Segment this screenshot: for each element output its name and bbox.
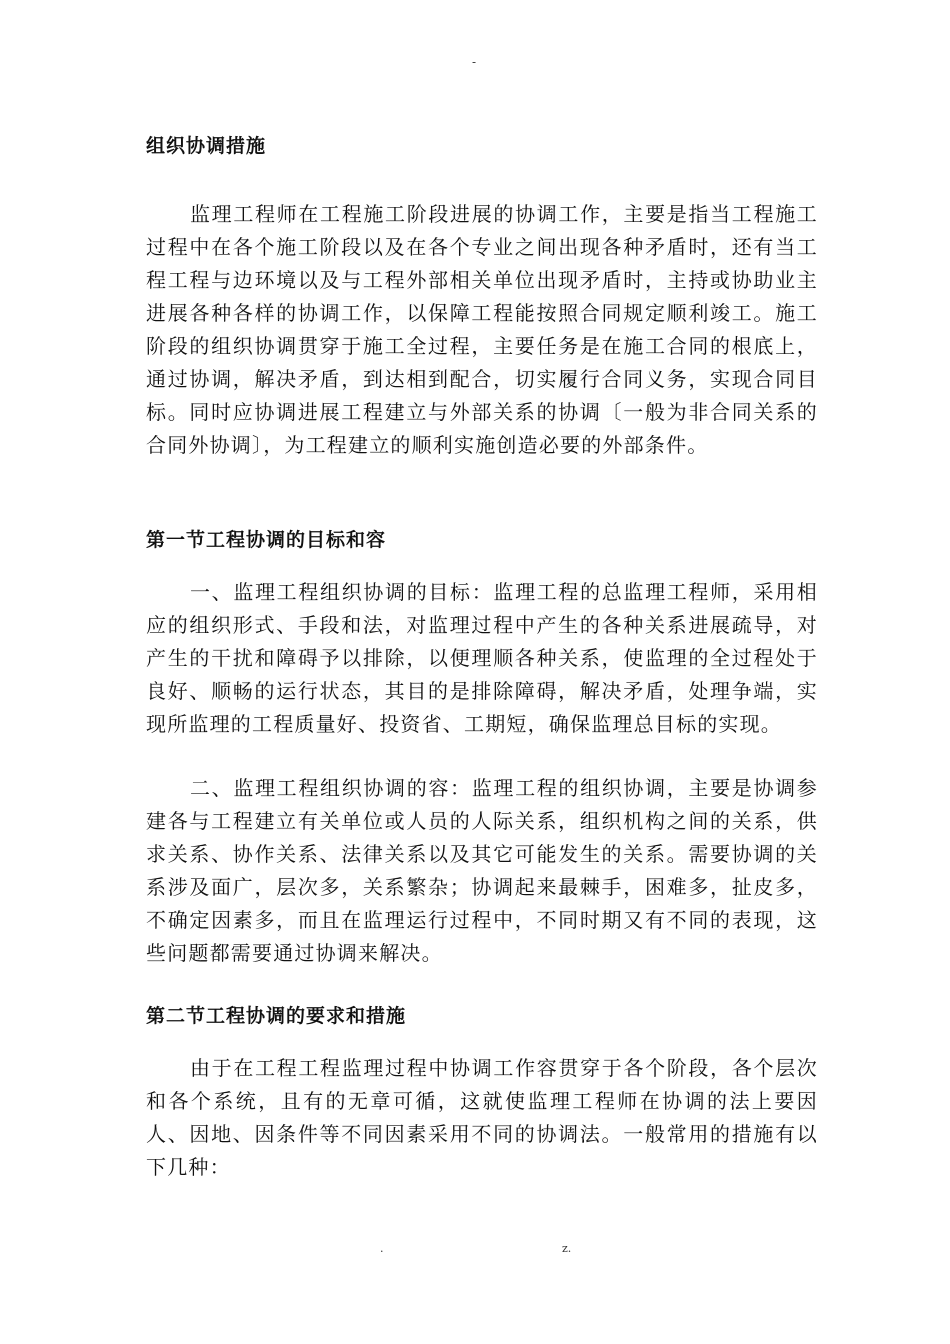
section1-paragraph-goals: 一、监理工程组织协调的目标：监理工程的总监理工程师，采用相应的组织形式、手段和法，对监理过程中产生的各种关系进展疏导，对产生的干扰和障碍予以排除，以便理顺各种关系，使监理的全过程处于良好、顺畅的运行状态，其目的是排除障碍，解决矛盾，处理争端，实现所监理的工程质量好、投资省、工期短，确保监理总目标的实现。: [146, 580, 818, 736]
footer-left-mark: .: [380, 1242, 384, 1255]
section1-title: 第一节工程协调的目标和容: [146, 529, 387, 551]
intro-paragraph: 监理工程师在工程施工阶段进展的协调工作，主要是指当工程施工过程中在各个施工阶段以及在各个专业之间出现各种矛盾时，还有当工程工程与边环境以及与工程外部相关单位出现矛盾时，主持或协助业主进展各种各样的协调工作，以保障工程能按照合同规定顺利竣工。施工阶段的组织协调贯穿于施工全过程，主要任务是在施工合同的根底上，通过协调，解决矛盾，到达相到配合，切实履行合同义务，实现合同目标。同时应协调进展工程建立与外部关系的协调〔一般为非合同关系的合同外协调〕，为工程建立的顺利实施创造必要的外部条件。: [146, 202, 818, 457]
section2-title: 第二节工程协调的要求和措施: [146, 1005, 407, 1027]
section2-paragraph-measures: 由于在工程工程监理过程中协调工作容贯穿于各个阶段，各个层次和各个系统，且有的无章可循，这就使监理工程师在协调的法上要因人、因地、因条件等不同因素采用不同的协调法。一般常用的措施有以下几种：: [146, 1056, 818, 1179]
main-title: 组织协调措施: [146, 135, 267, 157]
footer-right-mark: z.: [562, 1242, 572, 1255]
section1-paragraph-contents: 二、监理工程组织协调的容：监理工程的组织协调，主要是协调参建各与工程建立有关单位或人员的人际关系，组织机构之间的关系，供求关系、协作关系、法律关系以及其它可能发生的关系。需要协调的关系涉及面广，层次多，关系繁杂；协调起来最棘手，困难多，扯皮多，不确定因素多，而且在监理运行过程中，不同时期又有不同的表现，这些问题都需要通过协调来解决。: [146, 776, 818, 965]
page-header-mark: -: [472, 55, 477, 69]
